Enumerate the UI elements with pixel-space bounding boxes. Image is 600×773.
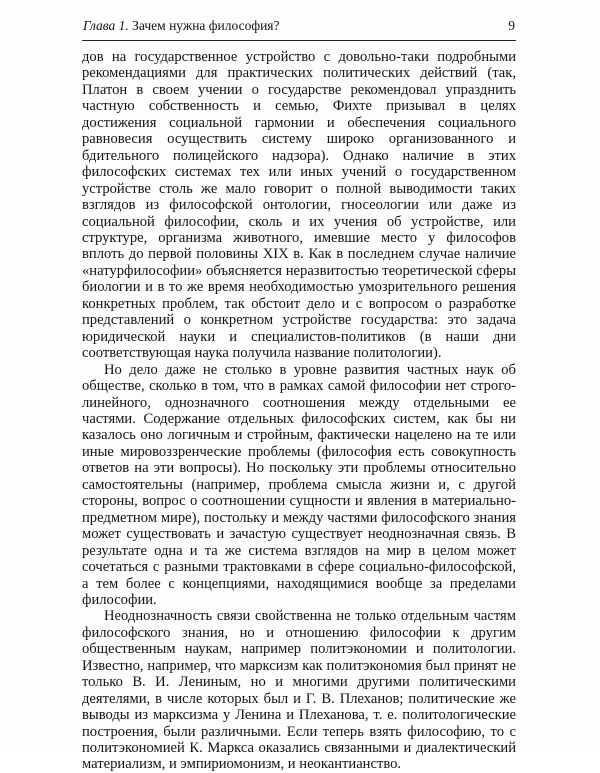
body-text [82, 49, 516, 773]
paragraph-3: Неоднозначность связи свойственна не только отдельным частям философского знания, но и отношению философии к другим общественным наукам, например политэкономии и политологии. Известно, например, что марксизм как политэкономия был принят не только В. И. Лениным, но и многими другими политическими деятелями, в числе которых был и Г. В. Плеханов; политические же выводы из марксизма у Ленина и Плеханова, т. е. политологические построения, были различными. Если теперь взять философию, то с политэкономией К. Маркса оказались связанными и диалектический материализм, и эмпириомонизм, и неокантианство. [82, 608, 516, 773]
running-header [83, 16, 515, 36]
header-divider [82, 40, 516, 41]
chapter-title: Зачем нужна философия? [132, 18, 280, 33]
page-number: 9 [508, 18, 515, 33]
paragraph-2: Но дело даже не столько в уровне развития частных наук об обществе, сколько в том, что в рамках самой философии нет строго-линейного, однозначного соотношения между отдельными ее частями. Содержание отдельных философских систем, как бы ни казалось оно логичным и стройным, фактически нацелено на те или иные мировоззренческие проблемы (философия есть совокупность ответов на эти вопросы). Но поскольку эти проблемы относительно самостоятельны (например, проблема смысла жизни и, с другой стороны, вопрос о соотношении сущности и явления в материально-предметном мире), постольку и между частями философского знания может существовать и зачастую существует неоднозначная связь. В результате одна и та же система взглядов на мир в целом может сочетаться с разными трактовками в сфере социально-философской, а тем более с концепциями, находящимися вообще за пределами философии. [82, 361, 516, 608]
paragraph-continuation: дов на государственное устройство с довольно-таки подробными рекомендациями для практических политических действий (так, Платон в своем учении о государстве рекомендовал упразднить частную собственность и семью, Фихте призывал в целях достижения социальной гармонии и обеспечения социального равновесия осуществить систему широко организованного и бдительного полицейского надзора). Однако наличие в этих философских системах тех или иных учений о государственном устройстве столь же мало говорит о полной выводимости таких взглядов из философской онтологии, гносеологии или даже из социальной философии, сколь и их учения об устройстве, или структуре, организма животного, имевшие место у философов вплоть до первой половины XIX в. Как в последнем случае наличие «натурфилософии» объясняется неразвитостью теоретической сферы биологии и в то же время необходимостью умозрительного решения конкретных проблем, так обстоит дело и с вопросом о разработке представлений о конкретном устройстве государства: это задача юридической науки и специалистов-политиков (в наши дни соответствующая наука получила название политологии). [82, 49, 516, 362]
chapter-label: Глава 1. [83, 18, 129, 33]
